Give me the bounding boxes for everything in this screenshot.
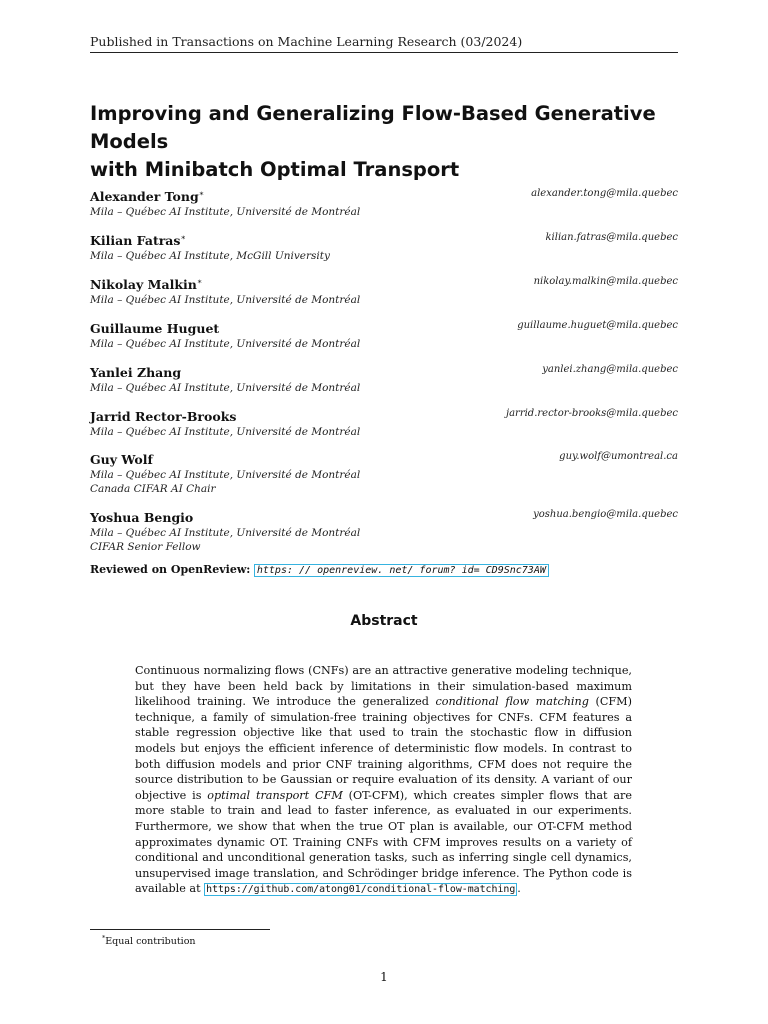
reviewed-on-openreview [90,563,690,578]
author-email: yoshua.bengio@mila.quebec [533,509,678,520]
footnote-rule [90,929,270,930]
author-block [90,230,678,274]
author-block [90,318,678,362]
author-name: Kilian Fatras∗ [90,233,186,249]
author-block [90,274,678,318]
author-name: Jarrid Rector-Brooks [90,409,237,425]
author-affiliation: Mila – Québec AI Institute, Université de Montréal [90,469,361,482]
reviewed-label: Reviewed on OpenReview: [90,563,251,576]
author-name: Yoshua Bengio [90,510,194,526]
journal-header: Published in Transactions on Machine Learning Research (03/2024) [90,34,523,49]
author-name: Nikolay Malkin∗ [90,277,203,293]
abstract-emphasis: conditional flow matching [435,695,589,709]
abstract-text: (OT-CFM), which creates simpler flows that are more stable to train and lead to faster inference, as evaluated in our experiments. Furthermore, we show that when the true OT plan is available, our OT-CFM method approximates dynamic OT. Training CNFs with CFM improves results on a variety of conditional and unconditional generation tasks, such as inferring single cell dynamics, unsupervised image translation, and Schrödinger bridge inference. The Python code is available at [135,788,632,896]
author-email: jarrid.rector-brooks@mila.quebec [505,408,678,419]
author-block [90,362,678,406]
author-block [90,406,678,449]
author-affiliation: Mila – Québec AI Institute, Université de Montréal [90,527,361,540]
author-affiliation: CIFAR Senior Fellow [90,541,201,554]
github-link[interactable]: https://github.com/atong01/conditional-flow-matching [206,884,516,896]
title-line-2: with Minibatch Optimal Transport [90,158,460,181]
title-line-1: Improving and Generalizing Flow-Based Generative Models [90,102,656,153]
author-email: guy.wolf@umontreal.ca [559,451,678,462]
author-list [90,186,678,554]
author-name: Guillaume Huguet [90,321,220,337]
author-affiliation: Mila – Québec AI Institute, Université de Montréal [90,426,361,439]
page-number: 1 [380,970,388,984]
abstract-text: Continuous normalizing flows (CNFs) are an attractive generative modeling technique, but they have been held back by limitations in their simulation-based maximum likelihood training. We introduce the generalized [135,664,632,709]
abstract-emphasis: optimal transport CFM [207,788,343,802]
footnote-mark: * [102,934,106,942]
author-name: Alexander Tong∗ [90,189,205,205]
author-name: Yanlei Zhang [90,365,182,381]
author-affiliation: Mila – Québec AI Institute, Université de Montréal [90,338,361,351]
author-email: alexander.tong@mila.quebec [531,188,678,199]
abstract-body [135,663,632,898]
header-rule [90,52,678,53]
author-block [90,507,678,554]
abstract-text: . [517,882,521,896]
author-affiliation: Mila – Québec AI Institute, McGill University [90,250,330,263]
author-email: nikolay.malkin@mila.quebec [533,276,678,287]
footnote-text: Equal contribution [105,936,196,948]
abstract-heading: Abstract [350,613,418,629]
author-block [90,449,678,507]
author-name: Guy Wolf [90,452,153,468]
author-email: guillaume.huguet@mila.quebec [517,320,678,331]
author-email: yanlei.zhang@mila.quebec [542,364,678,375]
footnote [102,934,196,947]
abstract-text: (CFM) technique, a family of simulation-free training objectives for CNFs. CFM features a stable regression objective like that used to train the stochastic flow in diffusion models but enjoys the efficient inference of deterministic flow models. In contrast to both diffusion models and prior CNF training algorithms, CFM does not require the source distribution to be Gaussian or require evaluation of its density. A variant of our objective is [135,695,632,802]
author-affiliation: Canada CIFAR AI Chair [90,483,216,496]
author-affiliation: Mila – Québec AI Institute, Université de Montréal [90,294,361,307]
author-affiliation: Mila – Québec AI Institute, Université de Montréal [90,382,361,395]
paper-title [90,100,690,184]
openreview-link[interactable]: https: // openreview. net/ forum? id= CD9Snc73AW [254,564,549,577]
author-affiliation: Mila – Québec AI Institute, Université de Montréal [90,206,361,219]
author-block [90,186,678,230]
author-email: kilian.fatras@mila.quebec [545,232,678,243]
